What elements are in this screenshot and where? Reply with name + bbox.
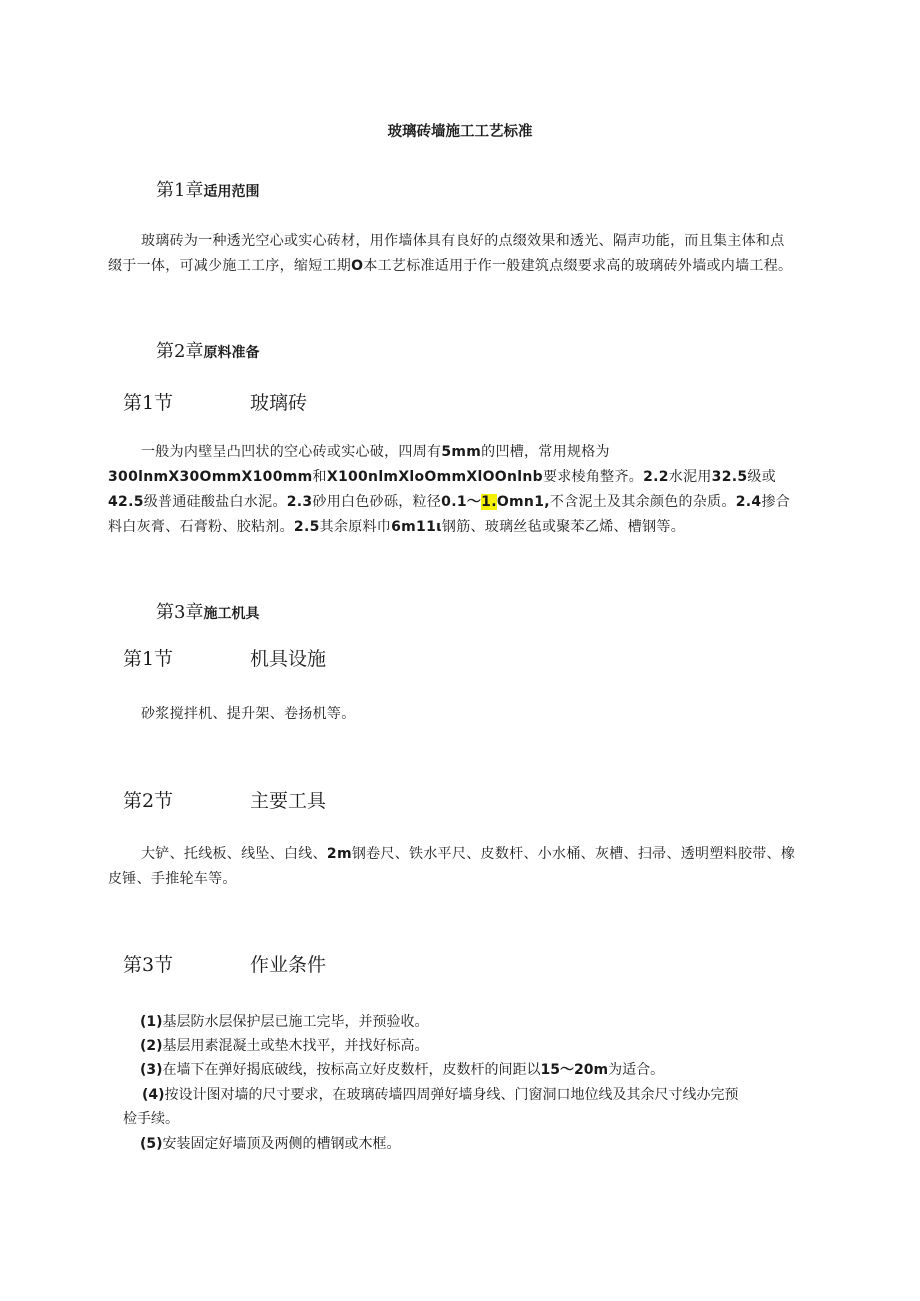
chapter-name: 施工机具 [203, 606, 260, 622]
condition-item [140, 1011, 429, 1031]
text-run: 不含泥土及其余颜色的杂质。 [549, 494, 736, 510]
chapter-1-heading [156, 176, 259, 202]
item-number: (4) [142, 1087, 165, 1103]
item-text: 在墙下在弹好揭底破线，按标高立好皮数杆，皮数杆的间距以 [162, 1062, 541, 1078]
chapter-number: 第1章 [156, 180, 204, 201]
text-run: 一般为内壁呈凸凹状的空心砖或实心破，四周有 [141, 444, 442, 460]
text-run: Omn1, [496, 494, 550, 510]
highlighted-text: 1. [481, 494, 497, 510]
text-run: 大铲、托线板、线坠、白线、 [141, 846, 327, 862]
chapter-1-paragraph [108, 229, 798, 279]
condition-item [142, 1084, 739, 1104]
item-text: 为适合。 [608, 1062, 665, 1078]
item-number: (5) [140, 1136, 163, 1152]
text-run: 级或 [747, 469, 777, 485]
chapter-2-heading [156, 337, 259, 363]
text-run: 2.5 [293, 519, 320, 535]
chapter-2-paragraph [108, 440, 798, 540]
text-run: 钢卷尺、铁水平尺、皮数杆、小水桶、灰槽、扫帚、透明塑料胶带、橡皮锤、手推轮车等。 [108, 846, 796, 887]
text-run: 5mm [441, 444, 482, 460]
text-run: 300lnmX30OmmX100mm [108, 469, 313, 485]
condition-item [140, 1133, 401, 1153]
text-run: 的凹槽，常用规格为 [481, 444, 610, 460]
text-run: 6m11ι [391, 519, 442, 535]
text-run: O [351, 258, 364, 274]
chapter-number: 第2章 [156, 341, 204, 362]
chapter-number: 第3章 [156, 602, 204, 623]
item-number: (2) [140, 1038, 163, 1054]
text-run: 水泥用 [668, 469, 712, 485]
text-run: 钢筋、玻璃丝毡或聚苯乙烯、槽钢等。 [441, 519, 685, 535]
section-3-1-title: 机具设施 [250, 648, 327, 670]
text-run: 2.2 [643, 469, 669, 485]
chapter-3-heading [156, 598, 259, 624]
text-run: 砂用白色砂砾，粒径 [312, 494, 442, 510]
section-3-3-number: 第3节 [123, 954, 174, 976]
text-run: 级普通硅酸盐白水泥。 [143, 494, 287, 510]
section-3-2-title: 主要工具 [250, 790, 327, 812]
item-text: 按设计图对墙的尺寸要求，在玻璃砖墙四周弹好墙身线、门窗洞口地位线及其余尺寸线办完预 [164, 1087, 739, 1103]
item-text-bold: 15〜20m [540, 1062, 609, 1078]
item-number: (1) [140, 1014, 163, 1030]
section-2-1-title: 玻璃砖 [250, 392, 308, 414]
text-run: 32.5 [711, 469, 748, 485]
section-3-3-title: 作业条件 [250, 954, 327, 976]
item-text: 基层防水层保护层已施工完毕，并预验收。 [162, 1014, 429, 1030]
condition-item-continuation: 检手续。 [123, 1111, 179, 1127]
chapter-name: 适用范围 [203, 184, 260, 200]
text-run: 2.3 [286, 494, 313, 510]
section-3-2-number: 第2节 [123, 790, 174, 812]
text-run: 和 [312, 469, 327, 485]
text-run: X100nlmXloOmmXlOOnlnb [326, 469, 543, 485]
item-text: 安装固定好墙顶及两侧的槽钢或木框。 [162, 1136, 401, 1152]
text-run: 本工艺标准适用于作一般建筑点缀要求高的玻璃砖外墙或内墙工程。 [363, 258, 793, 274]
text-run: 其余原料巾 [319, 519, 392, 535]
item-text: 基层用素混凝土或垫木找平，并找好标高。 [162, 1038, 429, 1054]
chapter-name: 原料准备 [203, 345, 260, 361]
text-run: 2.4 [735, 494, 762, 510]
condition-item [140, 1059, 664, 1079]
section-2-1-number: 第1节 [123, 392, 174, 414]
document-title: 玻璃砖墙施工工艺标准 [387, 124, 533, 140]
text-run: 42.5 [108, 494, 144, 510]
section-3-2-paragraph [108, 842, 798, 892]
section-3-1-number: 第1节 [123, 648, 174, 670]
condition-item [140, 1035, 429, 1055]
text-run: 0.1〜 [441, 494, 482, 510]
text-run: 要求棱角整齐。 [542, 469, 644, 485]
text-run: 掺合料白灰膏、石膏粉、胶粘剂。 [108, 494, 791, 535]
text-run: 2m [326, 846, 352, 862]
text-run: 玻璃砖为一种透光空心或实心砖材，用作墙体具有良好的点缀效果和透光、隔声功能，而且集主体和点缀于一体，可减少施工工序，缩短工期 [108, 233, 785, 274]
item-number: (3) [140, 1062, 163, 1078]
section-3-1-paragraph: 砂浆搅拌机、提升架、卷扬机等。 [141, 706, 356, 722]
